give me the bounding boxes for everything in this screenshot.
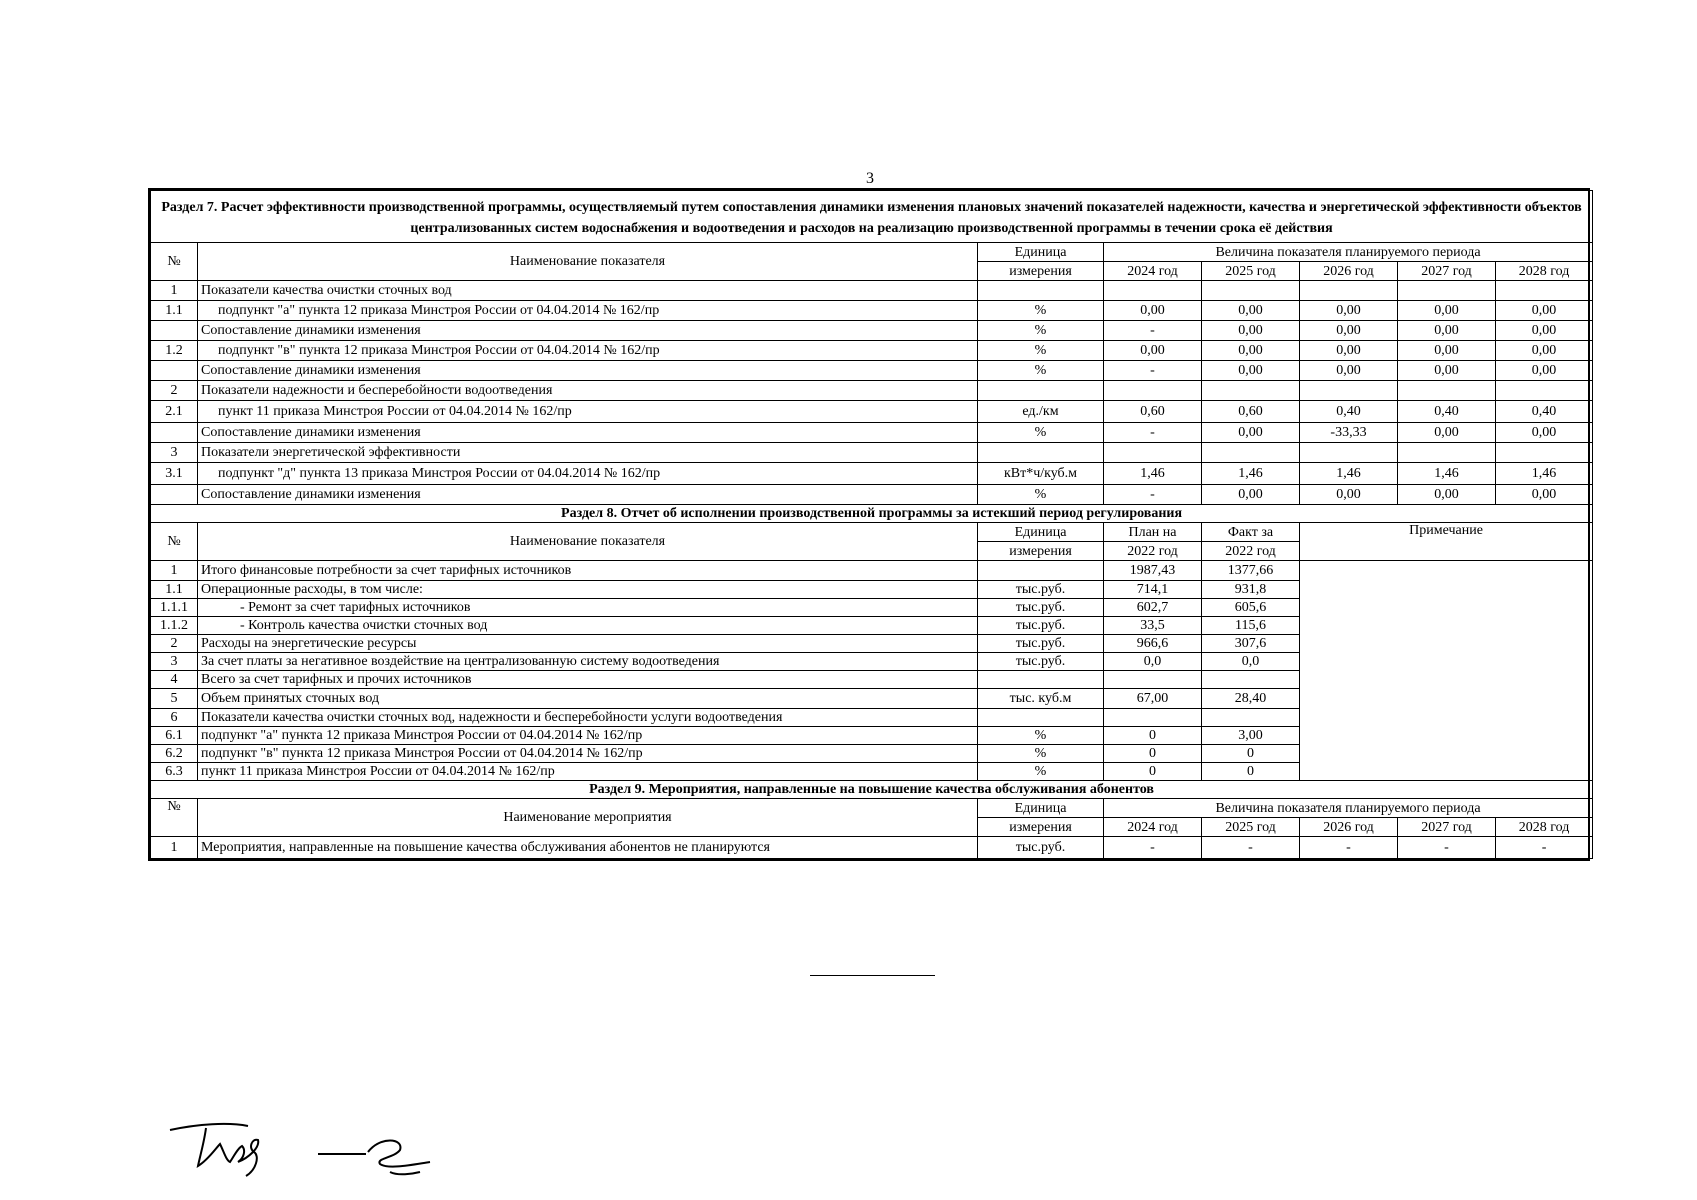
- plan-value: 966,6: [1104, 635, 1202, 653]
- table-row: [151, 361, 1593, 381]
- unit-cell: %: [978, 341, 1104, 361]
- unit-cell: тыс.руб.: [978, 837, 1104, 859]
- s8-header-unit-2: измерения: [978, 542, 1104, 561]
- indicator-name: пункт 11 приказа Минстроя России от 04.04.2014 № 162/пр: [198, 763, 978, 781]
- value-cell: 0,00: [1104, 301, 1202, 321]
- indicator-name: Показатели надежности и бесперебойности водоотведения: [198, 381, 978, 401]
- value-cell: -33,33: [1300, 423, 1398, 443]
- row-number: 6.1: [151, 727, 198, 745]
- unit-cell: %: [978, 485, 1104, 505]
- value-cell: 0,60: [1104, 401, 1202, 423]
- indicator-name: подпункт "а" пункта 12 приказа Минстроя России от 04.04.2014 № 162/пр: [198, 727, 978, 745]
- s8-header-plan-2: 2022 год: [1104, 542, 1202, 561]
- unit-cell: %: [978, 763, 1104, 781]
- table-row: [151, 281, 1593, 301]
- closing-rule: [810, 975, 935, 976]
- value-cell: [1104, 443, 1202, 463]
- value-cell: 0,60: [1202, 401, 1300, 423]
- indicator-name: подпункт "д" пункта 13 приказа Минстроя России от 04.04.2014 № 162/пр: [198, 463, 978, 485]
- fact-value: 0: [1202, 745, 1300, 763]
- s9-header-year: 2026 год: [1300, 818, 1398, 837]
- fact-value: 1377,66: [1202, 561, 1300, 581]
- row-number: 1.1.1: [151, 599, 198, 617]
- row-number: 2: [151, 635, 198, 653]
- value-cell: -: [1104, 361, 1202, 381]
- page-number: 3: [866, 170, 874, 187]
- row-number: 1.1: [151, 581, 198, 599]
- fact-value: 3,00: [1202, 727, 1300, 745]
- s7-header-unit-1: Единица: [978, 243, 1104, 262]
- fact-value: 605,6: [1202, 599, 1300, 617]
- value-cell: [1300, 381, 1398, 401]
- value-cell: [1202, 381, 1300, 401]
- s7-header-year: 2024 год: [1104, 262, 1202, 281]
- fact-value: 28,40: [1202, 689, 1300, 709]
- value-cell: 0,00: [1202, 301, 1300, 321]
- value-cell: 0,40: [1496, 401, 1593, 423]
- report-sheet: [148, 188, 1590, 861]
- s9-header-year: 2028 год: [1496, 818, 1593, 837]
- plan-value: 1987,43: [1104, 561, 1202, 581]
- value-cell: 0,40: [1300, 401, 1398, 423]
- row-number: 4: [151, 671, 198, 689]
- row-number: 2: [151, 381, 198, 401]
- indicator-name: Сопоставление динамики изменения: [198, 321, 978, 341]
- plan-value: [1104, 709, 1202, 727]
- indicator-name: пункт 11 приказа Минстроя России от 04.04.2014 № 162/пр: [198, 401, 978, 423]
- table-row: [151, 301, 1593, 321]
- s8-header-fact-1: Факт за: [1202, 523, 1300, 542]
- indicator-name: Расходы на энергетические ресурсы: [198, 635, 978, 653]
- s7-header-year: 2025 год: [1202, 262, 1300, 281]
- row-number: 1: [151, 561, 198, 581]
- value-cell: [1300, 281, 1398, 301]
- value-cell: 0,00: [1202, 423, 1300, 443]
- value-cell: [1496, 281, 1593, 301]
- row-number: 2.1: [151, 401, 198, 423]
- value-cell: 0,00: [1104, 341, 1202, 361]
- row-number: 1.1: [151, 301, 198, 321]
- unit-cell: тыс. куб.м: [978, 689, 1104, 709]
- table-row: [151, 381, 1593, 401]
- section9-title: Раздел 9. Мероприятия, направленные на повышение качества обслуживания абонентов: [151, 781, 1593, 799]
- value-cell: [1398, 443, 1496, 463]
- unit-cell: тыс.руб.: [978, 599, 1104, 617]
- value-cell: 0,00: [1300, 361, 1398, 381]
- indicator-name: Объем принятых сточных вод: [198, 689, 978, 709]
- s8-header-plan-1: План на: [1104, 523, 1202, 542]
- row-number: 1.1.2: [151, 617, 198, 635]
- indicator-name: За счет платы за негативное воздействие на централизованную систему водоотведения: [198, 653, 978, 671]
- value-cell: -: [1104, 837, 1202, 859]
- value-cell: 0,00: [1300, 341, 1398, 361]
- value-cell: 1,46: [1202, 463, 1300, 485]
- plan-value: 0: [1104, 745, 1202, 763]
- table-row: [151, 443, 1593, 463]
- value-cell: 0,00: [1496, 485, 1593, 505]
- unit-cell: тыс.руб.: [978, 617, 1104, 635]
- value-cell: 0,40: [1398, 401, 1496, 423]
- plan-value: 0: [1104, 763, 1202, 781]
- value-cell: [1104, 281, 1202, 301]
- note-cell: [1300, 561, 1593, 781]
- s9-header-num: №: [151, 799, 198, 837]
- unit-cell: [978, 671, 1104, 689]
- fact-value: 931,8: [1202, 581, 1300, 599]
- s9-header-year: 2027 год: [1398, 818, 1496, 837]
- indicator-name: Сопоставление динамики изменения: [198, 485, 978, 505]
- value-cell: [1496, 381, 1593, 401]
- section8-title: Раздел 8. Отчет об исполнении производственной программы за истекший период регулирования: [151, 505, 1593, 523]
- value-cell: 0,00: [1300, 301, 1398, 321]
- row-number: 1: [151, 837, 198, 859]
- plan-value: 0,0: [1104, 653, 1202, 671]
- plan-value: 602,7: [1104, 599, 1202, 617]
- value-cell: 0,00: [1398, 301, 1496, 321]
- unit-cell: ед./км: [978, 401, 1104, 423]
- unit-cell: %: [978, 361, 1104, 381]
- s9-header-name: Наименование мероприятия: [198, 799, 978, 837]
- value-cell: 0,00: [1202, 485, 1300, 505]
- value-cell: 0,00: [1496, 423, 1593, 443]
- row-number: [151, 361, 198, 381]
- value-cell: -: [1104, 485, 1202, 505]
- row-number: 5: [151, 689, 198, 709]
- value-cell: 0,00: [1202, 321, 1300, 341]
- indicator-name: Сопоставление динамики изменения: [198, 361, 978, 381]
- unit-cell: [978, 281, 1104, 301]
- indicator-name: подпункт "в" пункта 12 приказа Минстроя России от 04.04.2014 № 162/пр: [198, 341, 978, 361]
- value-cell: 1,46: [1104, 463, 1202, 485]
- value-cell: 0,00: [1202, 341, 1300, 361]
- value-cell: -: [1496, 837, 1593, 859]
- fact-value: 115,6: [1202, 617, 1300, 635]
- unit-cell: кВт*ч/куб.м: [978, 463, 1104, 485]
- value-cell: 0,00: [1398, 485, 1496, 505]
- fact-value: 0,0: [1202, 653, 1300, 671]
- unit-cell: [978, 381, 1104, 401]
- value-cell: [1398, 281, 1496, 301]
- value-cell: 1,46: [1398, 463, 1496, 485]
- row-number: 6.2: [151, 745, 198, 763]
- value-cell: [1104, 381, 1202, 401]
- s8-header-num: №: [151, 523, 198, 561]
- s7-header-year: 2026 год: [1300, 262, 1398, 281]
- indicator-name: Показатели энергетической эффективности: [198, 443, 978, 463]
- value-cell: -: [1202, 837, 1300, 859]
- s7-header-name: Наименование показателя: [198, 243, 978, 281]
- s7-header-num: №: [151, 243, 198, 281]
- value-cell: [1202, 281, 1300, 301]
- row-number: 6: [151, 709, 198, 727]
- s7-header-year: 2027 год: [1398, 262, 1496, 281]
- unit-cell: %: [978, 423, 1104, 443]
- fact-value: [1202, 709, 1300, 727]
- plan-value: 67,00: [1104, 689, 1202, 709]
- row-number: [151, 321, 198, 341]
- indicator-name: Сопоставление динамики изменения: [198, 423, 978, 443]
- value-cell: 0,00: [1300, 321, 1398, 341]
- row-number: 1: [151, 281, 198, 301]
- value-cell: 0,00: [1496, 361, 1593, 381]
- value-cell: 0,00: [1398, 423, 1496, 443]
- table-row: [151, 485, 1593, 505]
- unit-cell: %: [978, 321, 1104, 341]
- handwritten-signature: [168, 1118, 468, 1188]
- value-cell: 0,00: [1496, 341, 1593, 361]
- unit-cell: %: [978, 727, 1104, 745]
- plan-value: 0: [1104, 727, 1202, 745]
- plan-value: [1104, 671, 1202, 689]
- unit-cell: тыс.руб.: [978, 581, 1104, 599]
- value-cell: -: [1104, 321, 1202, 341]
- fact-value: 0: [1202, 763, 1300, 781]
- value-cell: 0,00: [1398, 341, 1496, 361]
- indicator-name: подпункт "а" пункта 12 приказа Минстроя России от 04.04.2014 № 162/пр: [198, 301, 978, 321]
- activity-name: Мероприятия, направленные на повышение качества обслуживания абонентов не планируются: [198, 837, 978, 859]
- value-cell: -: [1300, 837, 1398, 859]
- value-cell: [1496, 443, 1593, 463]
- unit-cell: %: [978, 745, 1104, 763]
- value-cell: 0,00: [1496, 301, 1593, 321]
- table-row: [151, 561, 1593, 581]
- unit-cell: [978, 443, 1104, 463]
- table-row: [151, 837, 1593, 859]
- value-cell: 0,00: [1496, 321, 1593, 341]
- indicator-name: Итого финансовые потребности за счет тарифных источников: [198, 561, 978, 581]
- row-number: 3: [151, 653, 198, 671]
- table-row: [151, 321, 1593, 341]
- indicator-name: - Контроль качества очистки сточных вод: [198, 617, 978, 635]
- unit-cell: тыс.руб.: [978, 635, 1104, 653]
- value-cell: -: [1398, 837, 1496, 859]
- s7-header-period: Величина показателя планируемого периода: [1104, 243, 1593, 262]
- table-row: [151, 423, 1593, 443]
- indicator-name: - Ремонт за счет тарифных источников: [198, 599, 978, 617]
- value-cell: 1,46: [1300, 463, 1398, 485]
- value-cell: [1300, 443, 1398, 463]
- section7-title: Раздел 7. Расчет эффективности производственной программы, осуществляемый путем сопоставления динамики изменения плановых значений показателей надежности, качества и энергетической эффективности объектов централизованных систем водоснабжения и водоотведения и расходов на реализацию производственной программы в течении срока её действия: [151, 191, 1593, 243]
- s7-header-unit-2: измерения: [978, 262, 1104, 281]
- row-number: 1.2: [151, 341, 198, 361]
- table-row: [151, 341, 1593, 361]
- table-row: [151, 401, 1593, 423]
- fact-value: [1202, 671, 1300, 689]
- value-cell: -: [1104, 423, 1202, 443]
- s9-header-period: Величина показателя планируемого периода: [1104, 799, 1593, 818]
- row-number: 3: [151, 443, 198, 463]
- value-cell: 0,00: [1398, 361, 1496, 381]
- row-number: 6.3: [151, 763, 198, 781]
- indicator-name: Показатели качества очистки сточных вод, надежности и бесперебойности услуги водоотведения: [198, 709, 978, 727]
- s8-header-unit-1: Единица: [978, 523, 1104, 542]
- plan-value: 714,1: [1104, 581, 1202, 599]
- fact-value: 307,6: [1202, 635, 1300, 653]
- plan-value: 33,5: [1104, 617, 1202, 635]
- table-row: [151, 463, 1593, 485]
- value-cell: 0,00: [1300, 485, 1398, 505]
- unit-cell: %: [978, 301, 1104, 321]
- indicator-name: подпункт "в" пункта 12 приказа Минстроя России от 04.04.2014 № 162/пр: [198, 745, 978, 763]
- s9-header-year: 2025 год: [1202, 818, 1300, 837]
- indicator-name: Операционные расходы, в том числе:: [198, 581, 978, 599]
- s9-header-year: 2024 год: [1104, 818, 1202, 837]
- row-number: 3.1: [151, 463, 198, 485]
- unit-cell: [978, 561, 1104, 581]
- unit-cell: [978, 709, 1104, 727]
- value-cell: 0,00: [1398, 321, 1496, 341]
- indicator-name: Показатели качества очистки сточных вод: [198, 281, 978, 301]
- s9-header-unit-1: Единица: [978, 799, 1104, 818]
- value-cell: [1398, 381, 1496, 401]
- value-cell: 0,00: [1202, 361, 1300, 381]
- row-number: [151, 485, 198, 505]
- value-cell: 1,46: [1496, 463, 1593, 485]
- s8-header-fact-2: 2022 год: [1202, 542, 1300, 561]
- s9-header-unit-2: измерения: [978, 818, 1104, 837]
- s8-header-note: Примечание: [1300, 523, 1593, 561]
- s8-header-name: Наименование показателя: [198, 523, 978, 561]
- indicator-name: Всего за счет тарифных и прочих источников: [198, 671, 978, 689]
- report-table: [150, 190, 1593, 859]
- row-number: [151, 423, 198, 443]
- s7-header-year: 2028 год: [1496, 262, 1593, 281]
- unit-cell: тыс.руб.: [978, 653, 1104, 671]
- value-cell: [1202, 443, 1300, 463]
